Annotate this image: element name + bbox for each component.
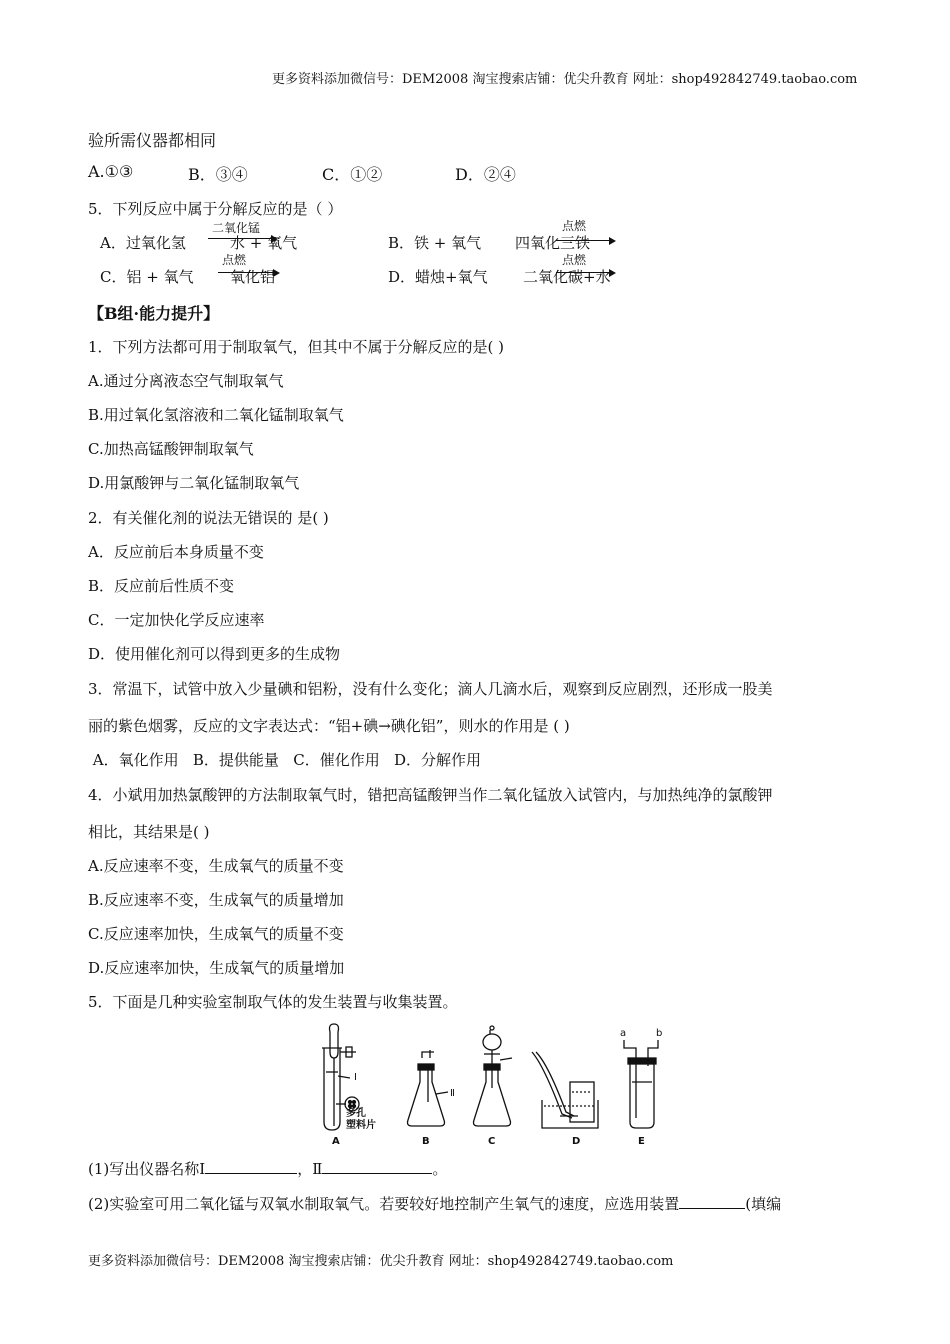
b3-line1: 3．常温下，试管中放入少量碘和铝粉，没有什么变化；滴人几滴水后，观察到反应剧烈，还形成一股美 bbox=[88, 680, 773, 698]
b5-sub1-blank-1[interactable] bbox=[205, 1159, 297, 1174]
b5-sub2-prefix: (2)实验室可用二氧化锰与双氧水制取氧气。若要较好地控制产生氧气的速度，应选用装置 bbox=[88, 1195, 680, 1213]
b2-stem: 2．有关催化剂的说法无错误的 是( ) bbox=[88, 509, 329, 527]
q5-option-d-arrow bbox=[556, 272, 614, 273]
b2-option-b: B．反应前后性质不变 bbox=[88, 577, 235, 595]
label-d: D bbox=[572, 1136, 581, 1147]
b5-sub1-mid: ，Ⅱ bbox=[297, 1160, 323, 1178]
q5-option-a-condition: 二氧化锰 bbox=[212, 221, 261, 235]
page-header: 更多资料添加微信号：DEM2008 淘宝搜索店铺：优尖升教育 网址：shop492842749.taobao.com bbox=[272, 72, 858, 87]
q5-option-c-condition: 点燃 bbox=[222, 253, 247, 267]
b1-option-b: B.用过氧化氢溶液和二氧化锰制取氧气 bbox=[88, 406, 344, 424]
b5-sub1-blank-2[interactable] bbox=[322, 1159, 432, 1174]
label-port-a: a bbox=[620, 1028, 627, 1039]
b4-option-d: D.反应速率加快，生成氧气的质量增加 bbox=[88, 959, 345, 977]
b5-sub1 bbox=[88, 1158, 447, 1179]
b5-sub2-end: (填编 bbox=[745, 1195, 782, 1213]
b4-option-b: B.反应速率不变，生成氧气的质量增加 bbox=[88, 891, 344, 909]
q5-option-c-reactant: C．铝 + 氧气 bbox=[100, 268, 194, 286]
label-roman-2: Ⅱ bbox=[450, 1088, 455, 1099]
b1-option-d: D.用氯酸钾与二氧化锰制取氧气 bbox=[88, 474, 300, 492]
label-c: C bbox=[488, 1136, 496, 1147]
b2-option-c: C．一定加快化学反应速率 bbox=[88, 611, 265, 629]
b1-option-a: A.通过分离液态空气制取氧气 bbox=[88, 372, 284, 390]
b1-option-c: C.加热高锰酸钾制取氧气 bbox=[88, 440, 254, 458]
b5-sub2 bbox=[88, 1193, 781, 1214]
b4-option-a: A.反应速率不变，生成氧气的质量不变 bbox=[88, 857, 344, 875]
apparatus-b bbox=[408, 1050, 449, 1126]
b2-option-a: A．反应前后本身质量不变 bbox=[88, 543, 264, 561]
prev-option-b: B．③④ bbox=[188, 165, 248, 184]
label-b: B bbox=[422, 1136, 430, 1147]
apparatus-figure bbox=[310, 1022, 690, 1150]
label-a: A bbox=[332, 1136, 340, 1147]
b4-line1: 4．小斌用加热氯酸钾的方法制取氧气时，错把高锰酸钾当作二氧化锰放入试管内，与加热纯净的氯酸钾 bbox=[88, 786, 773, 804]
prev-question-continuation: 验所需仪器都相同 bbox=[88, 131, 217, 150]
b5-sub1-prefix: (1)写出仪器名称Ⅰ bbox=[88, 1160, 206, 1178]
prev-option-c: C．①② bbox=[322, 165, 383, 184]
b5-sub2-blank[interactable] bbox=[679, 1194, 745, 1209]
b4-option-c: C.反应速率加快，生成氧气的质量不变 bbox=[88, 925, 344, 943]
label-e: E bbox=[638, 1136, 645, 1147]
label-plate-line2: 塑料片 bbox=[346, 1120, 376, 1131]
prev-option-a: A.①③ bbox=[88, 162, 134, 181]
label-plate-line1: 多孔 bbox=[346, 1108, 366, 1119]
section-heading: 【B组·能力提升】 bbox=[88, 304, 220, 323]
q5-option-a-reactant: A．过氧化氢 bbox=[100, 234, 186, 252]
prev-option-d: D．②④ bbox=[455, 165, 516, 184]
b2-option-d: D．使用催化剂可以得到更多的生成物 bbox=[88, 645, 341, 663]
b5-stem: 5．下面是几种实验室制取气体的发生装置与收集装置。 bbox=[88, 993, 458, 1011]
apparatus-c bbox=[474, 1026, 513, 1126]
b3-line2: 丽的紫色烟雾，反应的文字表达式：“铝+碘→碘化铝”，则水的作用是 ( ) bbox=[88, 717, 570, 735]
q5-option-b-products: 四氧化三铁 bbox=[515, 234, 591, 252]
q5-option-d-products: 二氧化碳+水 bbox=[523, 268, 611, 286]
b1-stem: 1．下列方法都可用于制取氧气，但其中不属于分解反应的是( ) bbox=[88, 338, 505, 356]
b3-options: A．氧化作用 B．提供能量 C．催化作用 D．分解作用 bbox=[88, 751, 482, 769]
page-footer: 更多资料添加微信号：DEM2008 淘宝搜索店铺：优尖升教育 网址：shop492842749.taobao.com bbox=[88, 1254, 674, 1269]
q5-option-b-arrow bbox=[556, 240, 614, 241]
b5-sub1-end: 。 bbox=[432, 1160, 448, 1178]
q5-stem: 5．下列反应中属于分解反应的是（ ） bbox=[88, 200, 343, 218]
q5-option-b-condition: 点燃 bbox=[562, 219, 587, 233]
apparatus-d bbox=[532, 1052, 598, 1128]
label-roman-1: Ⅰ bbox=[354, 1072, 357, 1083]
q5-option-a-products: 水 + 氧气 bbox=[230, 234, 298, 252]
apparatus-e bbox=[624, 1040, 658, 1128]
q5-option-b-reactant: B．铁 + 氧气 bbox=[388, 234, 482, 252]
q5-option-d-reactant: D．蜡烛+氧气 bbox=[388, 268, 488, 286]
label-port-b: b bbox=[656, 1028, 663, 1039]
q5-option-d-condition: 点燃 bbox=[562, 253, 587, 267]
b4-line2: 相比，其结果是( ) bbox=[88, 823, 210, 841]
q5-option-c-products: 氧化铝 bbox=[230, 268, 276, 286]
